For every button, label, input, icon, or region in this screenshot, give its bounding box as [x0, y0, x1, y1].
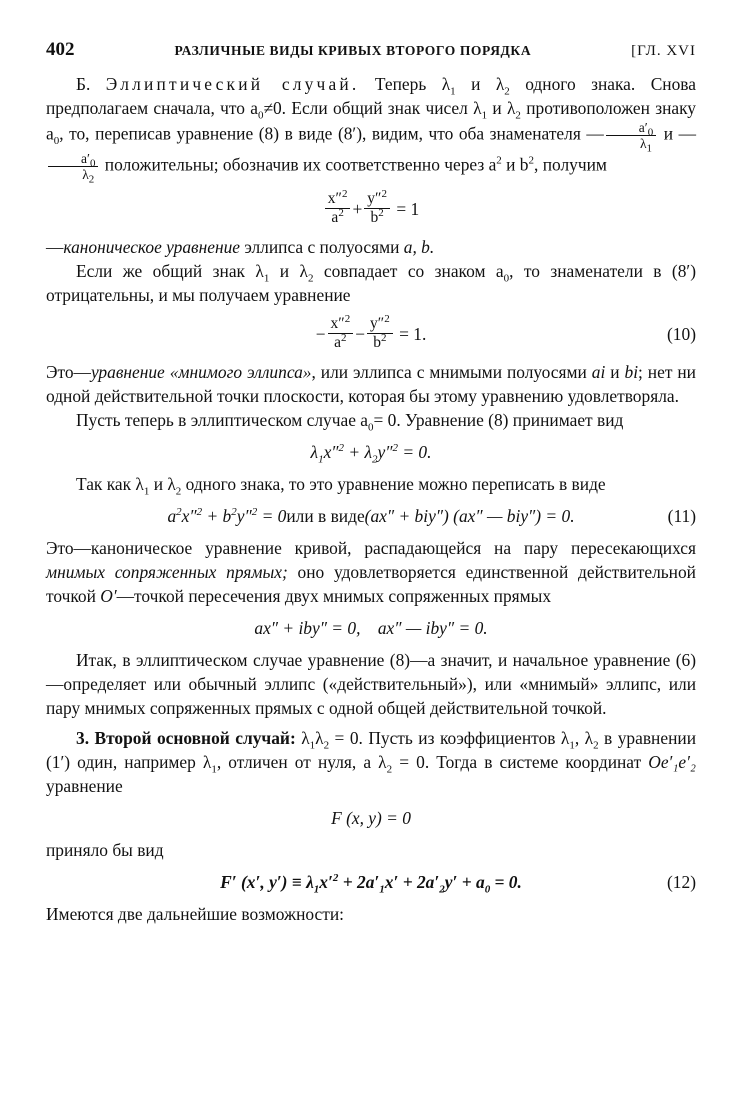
running-header	[46, 38, 696, 72]
paragraph-rewrite: Так как $\lambda_1$ и $\lambda_2$ одного знака, то это уравнение можно переписать в виде	[76, 474, 606, 498]
case-heading: 3. Второй основной случай:	[76, 728, 296, 748]
equation-number: (12)	[667, 872, 696, 892]
fraction: $\frac{a'_0}{\lambda_1}$	[606, 120, 656, 151]
paragraph-took-form: приняло бы вид	[46, 840, 164, 860]
equation-F: F (x, y) = 0	[331, 808, 411, 828]
fraction: $\frac{a'_0}{\lambda_2}$	[48, 151, 98, 182]
equation-12: F′ (x′, $y') \equiv \lambda_1x'^2 + 2a'_1x' + 2a'_2y' + a_0 = 0$. (12)	[220, 872, 696, 896]
paragraph-elliptic-case: Б. Эллиптический случай. Теперь $\lambda_1$ и $\lambda_2$ одного знака. Снова предполагаем сначала, что $a_0\ne 0$. Если общий знак чисел $\lambda_1$ и $\lambda_2$ противоположен знаку $a_0$, то, переписав уравнение (8) в виде (8′), видим, что оба знаменателя — $\frac{a'_0}{\lambda_1}$ и — $\frac{a'_0}{\lambda_2}$ положительны; обозначив их соответственно через $a^2$ и $b^2$, получим	[46, 74, 696, 186]
equation-lambda: $\lambda_1x''^2 + \lambda_2y''^2 = 0$.	[310, 442, 432, 466]
paragraph-same-sign: Если же общий знак $\lambda_1$ и $\lambda_2$ совпадает со знаком $a_0$, то знаменатели в (8′) отрицательны, и мы получаем уравнение	[46, 261, 697, 305]
page-number: 402	[46, 39, 75, 60]
equation-10: − $\frac{x''^2}{a^2}$ − $\frac{y''^2}{b^2}$ = 1. (10)	[315, 312, 696, 351]
equation-number: (10)	[667, 323, 696, 344]
header-title: РАЗЛИЧНЫЕ ВИДЫ КРИВЫХ ВТОРОГО ПОРЯДКА	[174, 43, 532, 58]
section-heading: Эллиптический случай.	[105, 74, 360, 94]
equation-lines: ax″ + iby″ = 0, ax″ — iby″ = 0.	[254, 618, 488, 638]
chapter-label: [ГЛ. XVI	[631, 43, 696, 59]
paragraph-second-case: 3. Второй основной случай: $\lambda_1\lambda_2 = 0$. Пусть из коэффициентов $\lambda_1$, $\lambda_2$ в уравнении (1′) один, например $\lambda_1$, отличен от нуля, а $\lambda_2 = 0$. Тогда в системе координат Oe′₁e′₂ уравнение	[46, 728, 696, 796]
paragraph-summary: Итак, в эллиптическом случае уравнение (8)—а значит, и начальное уравнение (6)—определяет или обычный эллипс («действительный»), или «мнимый» эллипс, или пару мнимых сопряженных прямых с одной общей действительной точкой.	[46, 650, 696, 718]
equation-ellipse: x″$^2$ $a^2$ + $\frac{y''^2}{b^2}$ = 1	[46, 190, 696, 227]
paragraph-possibilities: Имеются две дальнейшие возможности:	[46, 904, 344, 924]
equation-number: (11)	[667, 506, 696, 526]
equation-11: $a^2x''^2 + b^2y''^2 = 0$ или в виде (ax″ + biy″) (ax″ — biy″) = 0. (11)	[167, 506, 696, 526]
paragraph-a0-zero: Пусть теперь в эллиптическом случае $a_0= 0$. Уравнение (8) принимает вид	[76, 410, 624, 434]
paragraph-conjugate-lines: Это—каноническое уравнение кривой, распадающейся на пару пересекающихся мнимых сопряженных прямых; оно удовлетворяется единственной действительной точкой O′—точкой пересечения двух мнимых сопряженных прямых	[46, 538, 696, 606]
paragraph-imaginary-ellipse: Это—уравнение «мнимого эллипса», или эллипса с мнимыми полуосями ai и bi; нет ни одной действительной точки плоскости, которая бы этому уравнению удовлетворяла.	[46, 362, 696, 406]
paragraph-canonical: —каноническое уравнение эллипса с полуосями a, b.	[46, 237, 435, 257]
book-page	[46, 38, 696, 926]
